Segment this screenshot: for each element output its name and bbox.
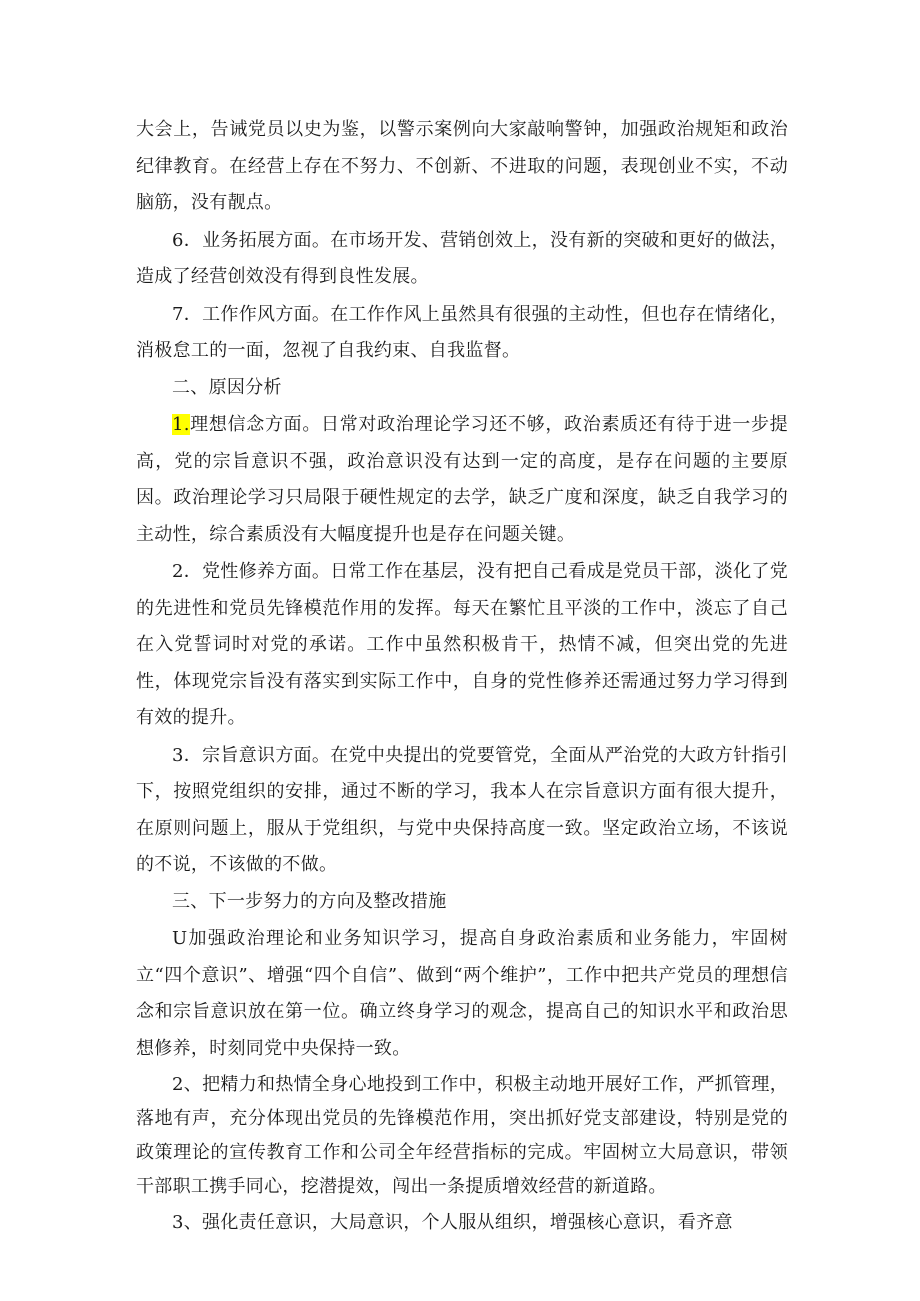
paragraph-measure-2: 2、把精力和热情全身心地投到工作中，积极主动地开展好工作，严抓管理，落地有声，充分体现出党员的先锋模范作用，突出抓好党支部建设，特别是党的政策理论的宣传教育工作和公司全年经营指标的完成。牢固树立大局意识，带领干部职工携手同心，挖潜提效，闯出一条提质增效经营的新道路。 [136, 1074, 788, 1197]
paragraph-reason-1 [136, 407, 788, 553]
paragraph-measure-3: 3、强化责任意识，大局意识，个人服从组织，增强核心意识，看齐意 [172, 1212, 733, 1233]
document-page [136, 112, 788, 1242]
paragraph-reason-3: 3．宗旨意识方面。在党中央提出的党要管党，全面从严治党的大政方针指引下，按照党组织的安排，通过不断的学习，我本人在宗旨意识方面有很大提升，在原则问题上，服从于党组织，与党中央保持高度一致。坚定政治立场，不该说的不说，不该做的不做。 [136, 744, 788, 875]
section-heading-rectification: 三、下一步努力的方向及整改措施 [172, 890, 447, 912]
paragraph-item-6: 6．业务拓展方面。在市场开发、营销创效上，没有新的突破和更好的做法，造成了经营创效没有得到良性发展。 [136, 229, 788, 287]
paragraph-reason-1-text: 理想信念方面。日常对政治理论学习还不够，政治素质还有待于进一步提高，党的宗旨意识不强，政治意识没有达到一定的高度，是存在问题的主要原因。政治理论学习只局限于硬性规定的去学，缺乏广度和深度，缺乏自我学习的主动性，综合素质没有大幅度提升也是存在问题关键。 [136, 414, 788, 545]
paragraph-reason-2: 2．党性修养方面。日常工作在基层，没有把自己看成是党员干部，淡化了党的先进性和党员先锋模范作用的发挥。每天在繁忙且平淡的工作中，淡忘了自己在入党誓词时对党的承诺。工作中虽然积极肯干，热情不减，但突出党的先进性，体现党宗旨没有落实到实际工作中，自身的党性修养还需通过努力学习得到有效的提升。 [136, 561, 788, 728]
section-heading-cause-analysis: 二、原因分析 [172, 376, 282, 398]
paragraph-intro: 大会上，告诫党员以史为鉴，以警示案例向大家敲响警钟，加强政治规矩和政治纪律教育。在经营上存在不努力、不创新、不进取的问题，表现创业不实，不动脑筋，没有靓点。 [136, 119, 788, 213]
highlight-marker: 1. [172, 414, 190, 435]
paragraph-item-7: 7．工作作风方面。在工作作风上虽然具有很强的主动性，但也存在情绪化，消极怠工的一面，忽视了自我约束、自我监督。 [136, 303, 788, 361]
paragraph-measure-1: U加强政治理论和业务知识学习，提高自身政治素质和业务能力，牢固树立“四个意识”、增强“四个自信”、做到“两个维护”，工作中把共产党员的理想信念和宗旨意识放在第一位。确立终身学习的观念，提高自己的知识水平和政治思想修养，时刻同党中央保持一致。 [136, 928, 788, 1059]
